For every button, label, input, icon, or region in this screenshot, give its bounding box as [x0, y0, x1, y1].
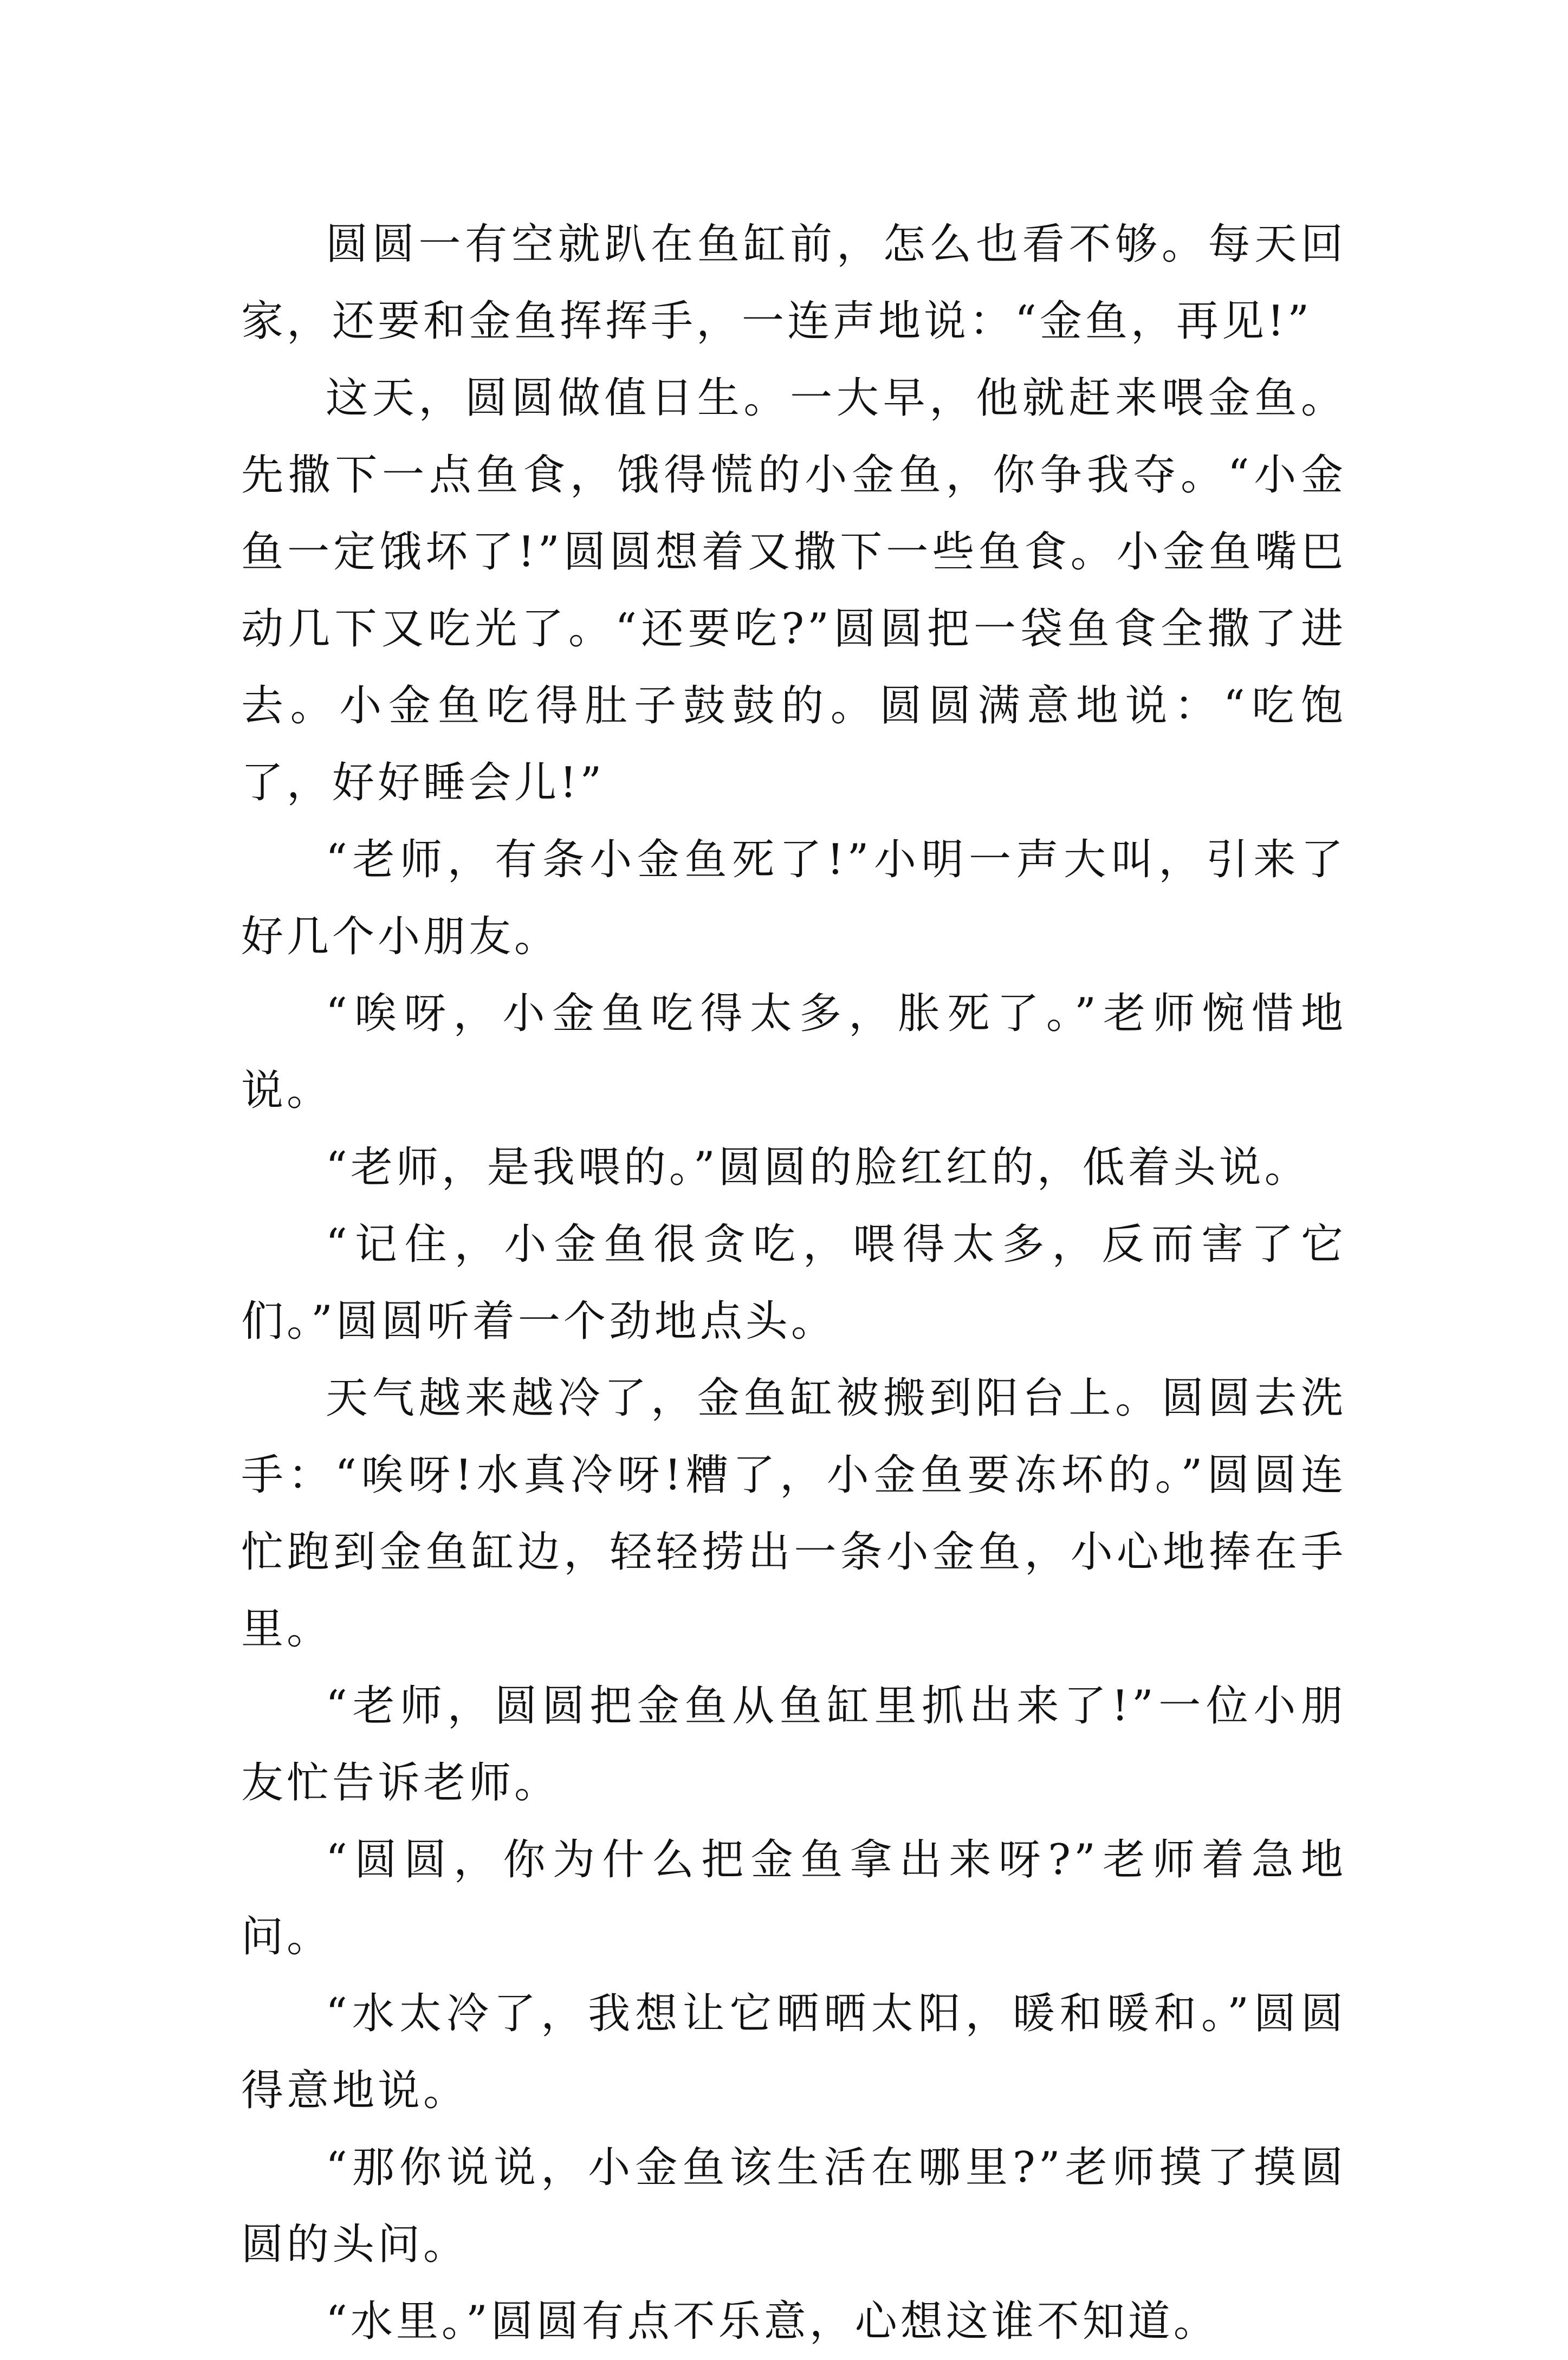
paragraph-11: “那你说说，小金鱼该生活在哪里?”老师摸了摸圆圆的头问。 — [241, 2143, 1346, 2269]
paragraph-9: “圆圆，你为什么把金鱼拿出来呀?”老师着急地问。 — [241, 1836, 1346, 1961]
paragraph-2: 这天，圆圆做值日生。一大早，他就赶来喂金鱼。先撒下一点鱼食，饿得慌的小金鱼，你争我夺。“小金鱼一定饿坏了!”圆圆想着又撒下一些鱼食。小金鱼嘴巴动几下又吃光了。“还要吃?”圆圆把一袋鱼食全撒了进去。小金鱼吃得肚子鼓鼓的。圆圆满意地说：“吃饱了，好好睡会儿!” — [241, 374, 1346, 807]
paragraph-7: 天气越来越冷了，金鱼缸被搬到阳台上。圆圆去洗手：“唉呀!水真冷呀!糟了，小金鱼要冻坏的。”圆圆连忙跑到金鱼缸边，轻轻捞出一条小金鱼，小心地捧在手里。 — [241, 1374, 1346, 1654]
paragraph-6: “记住，小金鱼很贪吃，喂得太多，反而害了它们。”圆圆听着一个劲地点头。 — [241, 1220, 1346, 1346]
paragraph-1: 圆圆一有空就趴在鱼缸前，怎么也看不够。每天回家，还要和金鱼挥挥手，一连声地说：“金鱼，再见!” — [241, 220, 1346, 346]
paragraph-10: “水太冷了，我想让它晒晒太阳，暖和暖和。”圆圆得意地说。 — [241, 1989, 1346, 2115]
paragraph-5: “老师，是我喂的。”圆圆的脸红红的，低着头说。 — [326, 1143, 1310, 1192]
story-text — [241, 206, 1346, 2360]
paragraph-12: “水里。”圆圆有点不乐意，心想这谁不知道。 — [326, 2297, 1219, 2346]
paragraph-3: “老师，有条小金鱼死了!”小明一声大叫，引来了好几个小朋友。 — [241, 835, 1346, 961]
paragraph-8: “老师，圆圆把金鱼从鱼缸里抓出来了!”一位小朋友忙告诉老师。 — [241, 1682, 1346, 1807]
paragraph-4: “唉呀，小金鱼吃得太多，胀死了。”老师惋惜地说。 — [241, 989, 1346, 1115]
